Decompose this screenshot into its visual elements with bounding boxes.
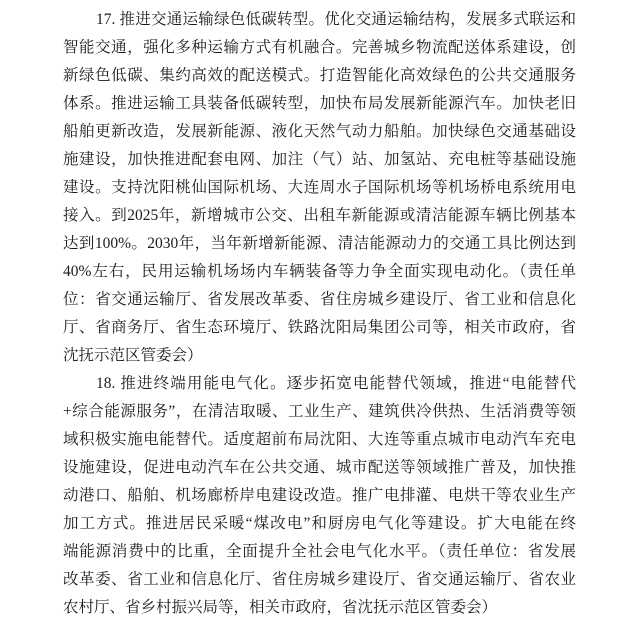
text-line: 新绿色低碳、集约高效的配送模式。打造智能化高效绿色的公共交通服务 [63, 67, 576, 84]
text-line: 智能交通，强化多种运输方式有机融合。完善城乡物流配送体系建设，创 [63, 39, 576, 56]
text-line: 40%左右，民用运输机场场内车辆装备等力争全面实现电动化。（责任单 [63, 263, 576, 280]
text-line: 17. 推进交通运输绿色低碳转型。优化交通运输结构，发展多式联运和 [96, 11, 576, 28]
text-line: 体系。推进运输工具装备低碳转型，加快布局发展新能源汽车。加快老旧 [63, 95, 576, 112]
text-line: 接入。到2025年，新增城市公交、出租车新能源或清洁能源车辆比例基本 [63, 207, 576, 224]
text-line: 设施建设，促进电动汽车在公共交通、城市配送等领域推广普及，加快推 [63, 459, 576, 476]
text-line: 改革委、省工业和信息化厅、省住房城乡建设厅、省交通运输厅、省农业 [63, 571, 576, 588]
paragraph-17 [63, 6, 576, 370]
text-line: 动港口、船舶、机场廊桥岸电建设改造。推广电排灌、电烘干等农业生产 [63, 487, 576, 504]
text-line: 农村厅、省乡村振兴局等，相关市政府，省沈抚示范区管委会） [63, 599, 498, 616]
text-line: 域积极实施电能替代。适度超前布局沈阳、大连等重点城市电动汽车充电 [63, 431, 576, 448]
text-line: 厅、省商务厅、省生态环境厅、铁路沈阳局集团公司等，相关市政府，省 [63, 319, 576, 336]
text-line: 端能源消费中的比重，全面提升全社会电气化水平。（责任单位：省发展 [63, 543, 576, 560]
text-line: 施建设，加快推进配套电网、加注（气）站、加氢站、充电桩等基础设施 [63, 151, 576, 168]
text-line: 加工方式。推进居民采暖“煤改电”和厨房电气化等建设。扩大电能在终 [63, 515, 576, 532]
paragraph-18 [63, 370, 576, 622]
text-line: 18. 推进终端用能电气化。逐步拓宽电能替代领域，推进“电能替代 [96, 375, 576, 392]
text-line: +综合能源服务”，在清洁取暖、工业生产、建筑供冷供热、生活消费等领 [63, 403, 576, 420]
text-line: 船舶更新改造，发展新能源、液化天然气动力船舶。加快绿色交通基础设 [63, 123, 576, 140]
text-line: 位：省交通运输厅、省发展改革委、省住房城乡建设厅、省工业和信息化 [63, 291, 576, 308]
text-line: 沈抚示范区管委会） [63, 347, 203, 364]
text-line: 达到100%。2030年，当年新增新能源、清洁能源动力的交通工具比例达到 [63, 235, 576, 252]
text-line: 建设。支持沈阳桃仙国际机场、大连周水子国际机场等机场桥电系统用电 [63, 179, 576, 196]
